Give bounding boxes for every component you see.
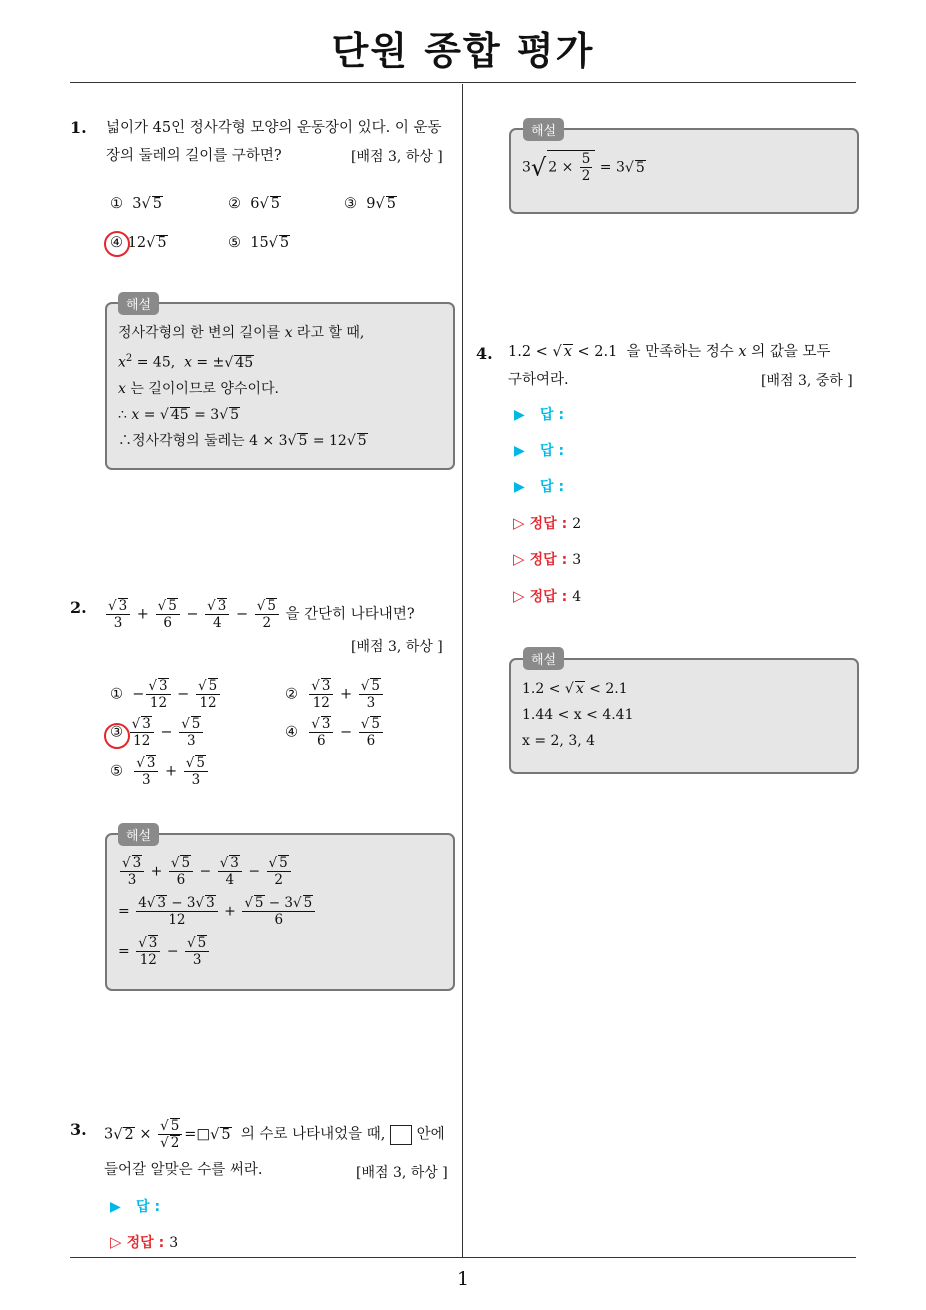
q4-answer-arrow-icon: ▶ (514, 407, 525, 423)
q3-correct-arrow-icon: ▷ (110, 1233, 122, 1251)
q4-line1: 1.2 < √ x < 2.1 을 만족하는 정수 x 의 값을 모두 (508, 338, 863, 366)
q2-expression: √ $\frac{3}{3}$ + √ $\frac{5}{6}$ − √ $\frac{3}{4}$ − √ $\frac{5}{2}$ 을 간단히 나타내면? (104, 598, 464, 631)
q3-solution-text: 3√ 2 × $\frac{5}{2}$ = 3√ 5 (522, 150, 646, 184)
q1-sol-line5: ∴정사각형의 둘레는 4 × 3√ 5 = 12√ 5 (118, 428, 448, 454)
q3-solution-tag: 해설 (523, 118, 564, 141)
top-rule (70, 82, 856, 83)
q3-correct-row (110, 1232, 178, 1252)
q4-answer-row-1 (514, 404, 564, 424)
q4-solution-text (522, 676, 634, 754)
q1-sol-line1: 정사각형의 한 변의 길이를 x 라고 할 때, (118, 325, 365, 341)
q2-number: 2. (70, 598, 87, 617)
q2-choice-2[interactable]: ② √ $\frac{3}{12}$ + √ $\frac{5}{3}$ (285, 678, 385, 711)
q1-line1: 넓이가 45인 정사각형 모양의 운동장이 있다. 이 운동 (106, 120, 442, 136)
q2-choice-1[interactable]: ① − √ $\frac{3}{12}$ − √ $\frac{5}{12}$ (110, 678, 222, 711)
q4-correct-label: 정답 : (529, 552, 568, 568)
q1-sol-line4: ∴ x = √ 45 = 3√ 5 (118, 402, 448, 428)
q1-choice-1[interactable]: ① 3√ 5 (110, 196, 163, 212)
q3-answer-label: 답 : (136, 1199, 161, 1215)
q4-correct-value: 2 (572, 516, 582, 532)
q3-correct-value: 3 (169, 1235, 179, 1251)
column-divider (462, 84, 463, 1257)
q1-choice-2[interactable]: ② 6√ 5 (228, 196, 281, 212)
q1-choice-3[interactable]: ③ 9√ 5 (344, 196, 397, 212)
q4-number: 4. (476, 344, 493, 363)
q2-choice-5[interactable]: ⑤ √ $\frac{3}{3}$ + √ $\frac{5}{3}$ (110, 755, 210, 788)
page-number: 1 (456, 1268, 470, 1290)
q4-answer-arrow-icon: ▶ (514, 479, 525, 495)
q3-number: 3. (70, 1120, 87, 1139)
q4-meta: [배점 3, 중하 ] (761, 373, 853, 389)
page-title: 단원 종합 평가 (331, 29, 595, 73)
q4-correct-arrow-icon: ▷ (513, 514, 525, 532)
q1-choice-4[interactable]: ④ 12√ 5 (110, 235, 168, 251)
q4-correct-label: 정답 : (529, 516, 568, 532)
q1-solution-text (118, 320, 448, 454)
q4-sol-line3: x = 2, 3, 4 (522, 733, 596, 749)
q4-correct-row-3 (513, 586, 581, 606)
q2-meta: [배점 3, 하상 ] (351, 639, 443, 655)
q4-sol-line1: 1.2 < √ x < 2.1 (522, 676, 634, 702)
q2-choice-4[interactable]: ④ √ $\frac{3}{6}$ − √ $\frac{5}{6}$ (285, 716, 385, 749)
q4-answer-label: 답 : (540, 407, 565, 423)
q1-meta: [배점 3, 하상 ] (351, 149, 443, 165)
q4-correct-arrow-icon: ▷ (513, 550, 525, 568)
q3-line2: 들어갈 알맞은 수를 써라. (104, 1162, 263, 1178)
q4-correct-arrow-icon: ▷ (513, 587, 525, 605)
q4-correct-value: 3 (572, 552, 582, 568)
q1-line2: 장의 둘레의 길이를 구하면? (106, 148, 282, 164)
q4-answer-arrow-icon: ▶ (514, 443, 525, 459)
q4-answer-label: 답 : (540, 479, 565, 495)
q1-choice-5[interactable]: ⑤ 15√ 5 (228, 235, 290, 251)
q2-choice-3[interactable]: ③ √ $\frac{3}{12}$ − √ $\frac{5}{3}$ (110, 716, 205, 749)
q3-answer-row (110, 1196, 160, 1216)
q2-sol-line2: = $\frac{4√ 3 - 3√ 3}{12}$ + √ $\frac{5 - 3√ 5}{6}$ (118, 895, 448, 935)
q4-correct-value: 4 (572, 589, 582, 605)
q4-correct-row-1 (513, 513, 581, 533)
q2-sol-line3: = √ $\frac{3}{12}$ − √ $\frac{5}{3}$ (118, 935, 448, 968)
q4-line2: 구하여라. (508, 372, 569, 388)
q3-meta: [배점 3, 하상 ] (356, 1165, 448, 1181)
q2-solution-tag: 해설 (118, 823, 159, 846)
q4-correct-row-2 (513, 549, 581, 569)
q4-correct-label: 정답 : (529, 589, 568, 605)
q4-solution-tag: 해설 (523, 647, 564, 670)
q2-selected-circle (104, 723, 130, 749)
q1-sol-line3: x 는 길이이므로 양수이다. (118, 380, 279, 397)
q1-solution-tag: 해설 (118, 292, 159, 315)
q3-answer-arrow-icon: ▶ (110, 1199, 121, 1215)
q4-answer-label: 답 : (540, 443, 565, 459)
q2-solution-text (118, 855, 448, 968)
q2-sol-line1: √ $\frac{3}{3}$ + √ $\frac{5}{6}$ − √ $\frac{3}{4}$ − √ $\frac{5}{2}$ (118, 855, 448, 895)
q3-correct-label: 정답 : (126, 1235, 165, 1251)
q2-text: 을 간단히 나타내면? (285, 606, 415, 623)
q1-sol-line2: $x^2 = 45$, x = ±√ 45 (118, 346, 448, 376)
bottom-rule (70, 1257, 856, 1258)
q3-expression: 3√ 2 × √ 5 √ 2 =□√ 5 의 수로 나타내었을 때, 안에 (104, 1118, 459, 1151)
q3-text: 의 수로 나타내었을 때, (240, 1126, 386, 1143)
q1-number: 1. (70, 118, 87, 137)
q1-selected-circle (104, 231, 130, 257)
q4-answer-row-2 (514, 440, 564, 460)
q4-sol-line2: 1.44 < x < 4.41 (522, 707, 634, 723)
q4-answer-row-3 (514, 476, 564, 496)
q3-text2: 안에 (416, 1126, 445, 1143)
q3-blank-box (390, 1125, 412, 1145)
